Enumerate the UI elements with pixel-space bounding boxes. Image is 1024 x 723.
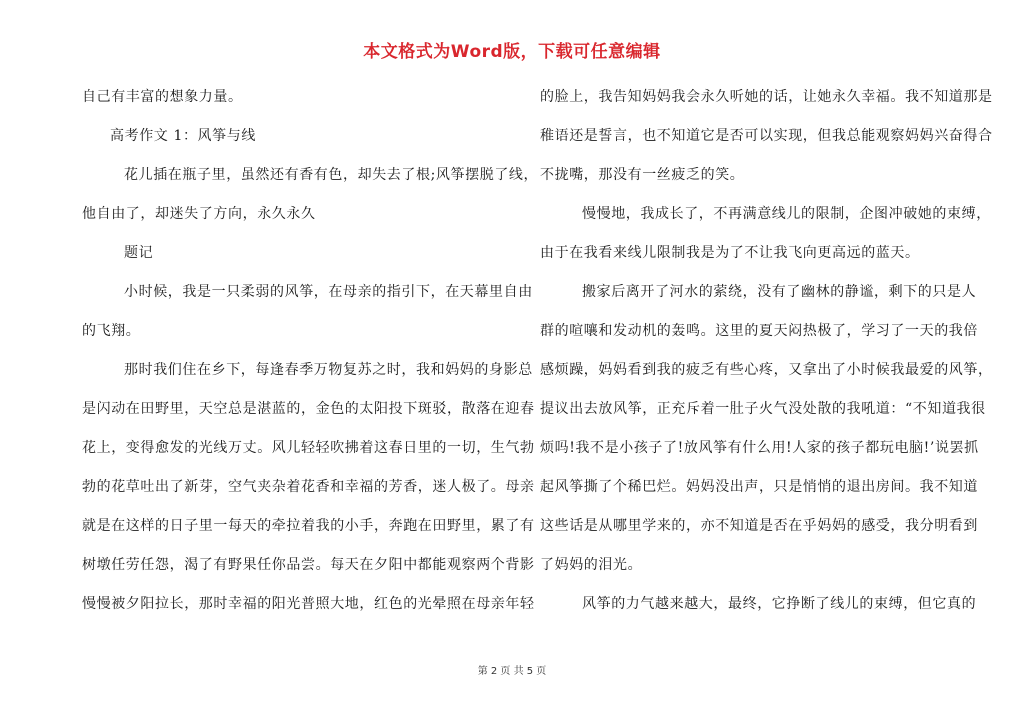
text-line: 群的喧嚷和发动机的轰鸣。这里的夏天闷热极了，学习了一天的我倍 — [540, 323, 978, 339]
text-line: 烦吗!我不是小孩子了!放风筝有什么用!人家的孩子都玩电脑!’说罢抓 — [540, 440, 979, 456]
text-line: 是闪动在田野里，天空总是湛蓝的，金色的太阳投下斑驳，散落在迎春 — [82, 401, 535, 417]
text-line: 风筝的力气越来越大，最终，它挣断了线儿的束缚，但它真的 — [582, 596, 977, 612]
text-line: 勃的花草吐出了新芽，空气夹杂着花香和幸福的芳香，迷人极了。母亲 — [82, 479, 535, 495]
text-line: 花上，变得愈发的光线万丈。风儿轻轻吹拂着这春日里的一切，生气勃 — [82, 440, 535, 456]
text-line: 的脸上，我告知妈妈我会永久听她的话，让她永久幸福。我不知道那是 — [540, 89, 993, 105]
text-line: 起风筝撕了个稀巴烂。妈妈没出声，只是悄悄的退出房间。我不知道 — [540, 479, 978, 495]
text-line: 不拢嘴，那没有一丝疲乏的笑。 — [540, 167, 745, 183]
text-line: 由于在我看来线儿限制我是为了不让我飞向更高远的蓝天。 — [540, 245, 920, 261]
text-line: 的飞翔。 — [82, 323, 141, 339]
text-line: 慢慢地，我成长了，不再满意线儿的限制，企图冲破她的束缚， — [582, 206, 991, 222]
text-line: 树墩任劳任怨，渴了有野果任你品尝。每天在夕阳中都能观察两个背影 — [82, 557, 535, 573]
text-line: 花儿插在瓶子里，虽然还有香有色，却失去了根;风筝摆脱了线， — [124, 167, 539, 183]
text-line: 稚语还是誓言，也不知道它是否可以实现，但我总能观察妈妈兴奋得合 — [540, 128, 993, 144]
text-line: 那时我们住在乡下，每逢春季万物复苏之时，我和妈妈的身影总 — [124, 362, 533, 378]
text-line: 提议出去放风筝，正充斥着一肚子火气没处散的我吼道：“不知道我很 — [540, 401, 986, 417]
text-line: 了妈妈的泪光。 — [540, 557, 643, 573]
text-line: 就是在这样的日子里一每天的牵拉着我的小手，奔跑在田野里，累了有 — [82, 518, 535, 534]
essay-heading: 高考作文 1：风筝与线 — [110, 128, 256, 144]
text-line: 自己有丰富的想象力量。 — [82, 89, 243, 105]
text-line: 小时候，我是一只柔弱的风筝，在母亲的指引下，在天幕里自由 — [124, 284, 533, 300]
text-line: 搬家后离开了河水的萦绕，没有了幽林的静谧，剩下的只是人 — [582, 284, 977, 300]
text-line: 他自由了，却迷失了方向，永久永久 — [82, 206, 316, 222]
page-number: 第 2 页 共 5 页 — [477, 666, 547, 677]
left-column — [82, 78, 539, 624]
text-line: 慢慢被夕阳拉长，那时幸福的阳光普照大地，红色的光晕照在母亲年轻 — [82, 596, 535, 612]
text-line: 这些话是从哪里学来的，亦不知道是否在乎妈妈的感受，我分明看到 — [540, 518, 978, 534]
word-format-banner: 本文格式为Word版，下载可任意编辑 — [363, 42, 661, 62]
epigraph-label: 题记 — [124, 245, 154, 261]
text-line: 感烦躁，妈妈看到我的疲乏有些心疼，又拿出了小时候我最爱的风筝， — [540, 362, 993, 378]
right-column — [540, 78, 993, 624]
